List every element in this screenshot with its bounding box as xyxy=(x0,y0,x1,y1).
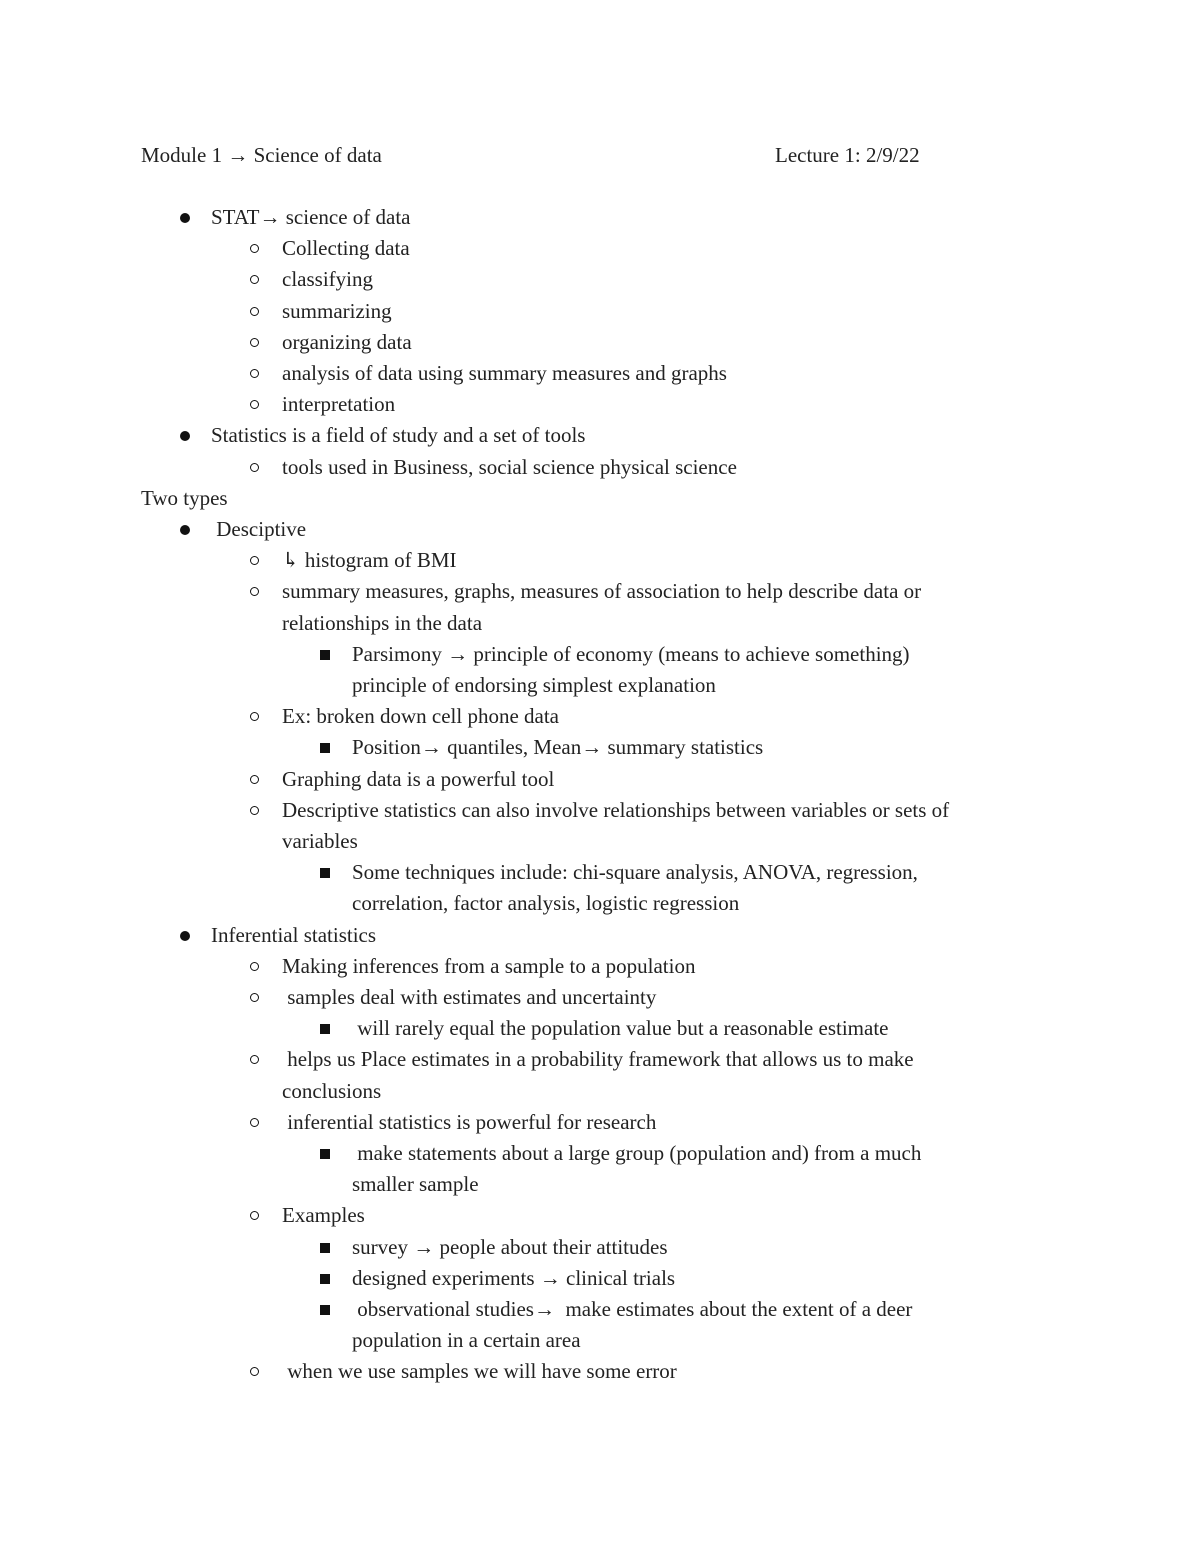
bullet-square-icon xyxy=(320,1243,330,1253)
bullet-circle-icon xyxy=(250,369,259,378)
bullet-dot-icon xyxy=(180,213,190,223)
bullet-square-icon xyxy=(320,1149,330,1159)
outline-line: smaller sample xyxy=(352,1172,479,1196)
header-lecture-date: Lecture 1: 2/9/22 xyxy=(775,143,920,167)
bullet-circle-icon xyxy=(250,1118,259,1127)
outline-line: relationships in the data xyxy=(282,611,483,635)
outline-line: observational studies→ make estimates about the extent of a deer xyxy=(352,1297,913,1321)
outline-line: classifying xyxy=(282,267,373,291)
outline-line: Descriptive statistics can also involve relationships between variables or sets of xyxy=(282,798,950,822)
bullet-dot-icon xyxy=(180,431,190,441)
bullet-circle-icon xyxy=(250,587,259,596)
outline-line: Making inferences from a sample to a population xyxy=(282,954,696,978)
bullet-circle-icon xyxy=(250,1055,259,1064)
outline-line: Graphing data is a powerful tool xyxy=(282,767,555,791)
bullet-circle-icon xyxy=(250,338,259,347)
outline-line: will rarely equal the population value but a reasonable estimate xyxy=(352,1016,889,1040)
outline-line: Two types xyxy=(141,486,228,510)
bullet-square-icon xyxy=(320,650,330,660)
outline-line: Desciptive xyxy=(211,517,307,541)
outline-line: when we use samples we will have some error xyxy=(282,1359,677,1383)
outline-line: Collecting data xyxy=(282,236,410,260)
outline-line: population in a certain area xyxy=(352,1328,581,1352)
outline-line: inferential statistics is powerful for research xyxy=(282,1110,657,1134)
outline-line: ↳ histogram of BMI xyxy=(282,548,457,572)
outline-line: samples deal with estimates and uncertainty xyxy=(282,985,657,1009)
outline-line: designed experiments → clinical trials xyxy=(352,1266,676,1290)
outline-line: STAT→ science of data xyxy=(211,205,411,229)
header-module-title: Module 1 → Science of data xyxy=(141,143,382,167)
bullet-circle-icon xyxy=(250,400,259,409)
outline-line: survey → people about their attitudes xyxy=(352,1235,668,1259)
outline-line: conclusions xyxy=(282,1079,382,1103)
bullet-circle-icon xyxy=(250,962,259,971)
bullet-circle-icon xyxy=(250,275,259,284)
outline-line: Ex: broken down cell phone data xyxy=(282,704,559,728)
bullet-square-icon xyxy=(320,868,330,878)
bullet-circle-icon xyxy=(250,1367,259,1376)
bullet-square-icon xyxy=(320,1024,330,1034)
bullet-square-icon xyxy=(320,1274,330,1284)
bullet-circle-icon xyxy=(250,244,259,253)
outline-line: Position→ quantiles, Mean→ summary statistics xyxy=(352,735,764,759)
outline-line: Some techniques include: chi-square analysis, ANOVA, regression, xyxy=(352,860,918,884)
bullet-circle-icon xyxy=(250,1211,259,1220)
outline-line: principle of endorsing simplest explanation xyxy=(352,673,716,697)
outline-line: variables xyxy=(282,829,358,853)
outline-line: helps us Place estimates in a probability framework that allows us to make xyxy=(282,1047,914,1071)
bullet-circle-icon xyxy=(250,463,259,472)
outline-line: summary measures, graphs, measures of association to help describe data or xyxy=(282,579,922,603)
outline-line: tools used in Business, social science physical science xyxy=(282,455,737,479)
outline-line: Statistics is a field of study and a set of tools xyxy=(211,423,586,447)
outline-line: Parsimony → principle of economy (means to achieve something) xyxy=(352,642,910,666)
bullet-dot-icon xyxy=(180,525,190,535)
outline-line: analysis of data using summary measures and graphs xyxy=(282,361,727,385)
outline-line: summarizing xyxy=(282,299,392,323)
bullet-dot-icon xyxy=(180,931,190,941)
bullet-circle-icon xyxy=(250,806,259,815)
outline-line: interpretation xyxy=(282,392,396,416)
bullet-circle-icon xyxy=(250,775,259,784)
bullet-circle-icon xyxy=(250,307,259,316)
bullet-circle-icon xyxy=(250,712,259,721)
bullet-square-icon xyxy=(320,1305,330,1315)
outline-line: Inferential statistics xyxy=(211,923,377,947)
bullet-square-icon xyxy=(320,743,330,753)
outline-line: correlation, factor analysis, logistic regression xyxy=(352,891,740,915)
outline-line: organizing data xyxy=(282,330,412,354)
bullet-circle-icon xyxy=(250,993,259,1002)
bullet-circle-icon xyxy=(250,556,259,565)
outline-line: make statements about a large group (population and) from a much xyxy=(352,1141,922,1165)
outline-line: Examples xyxy=(282,1203,365,1227)
